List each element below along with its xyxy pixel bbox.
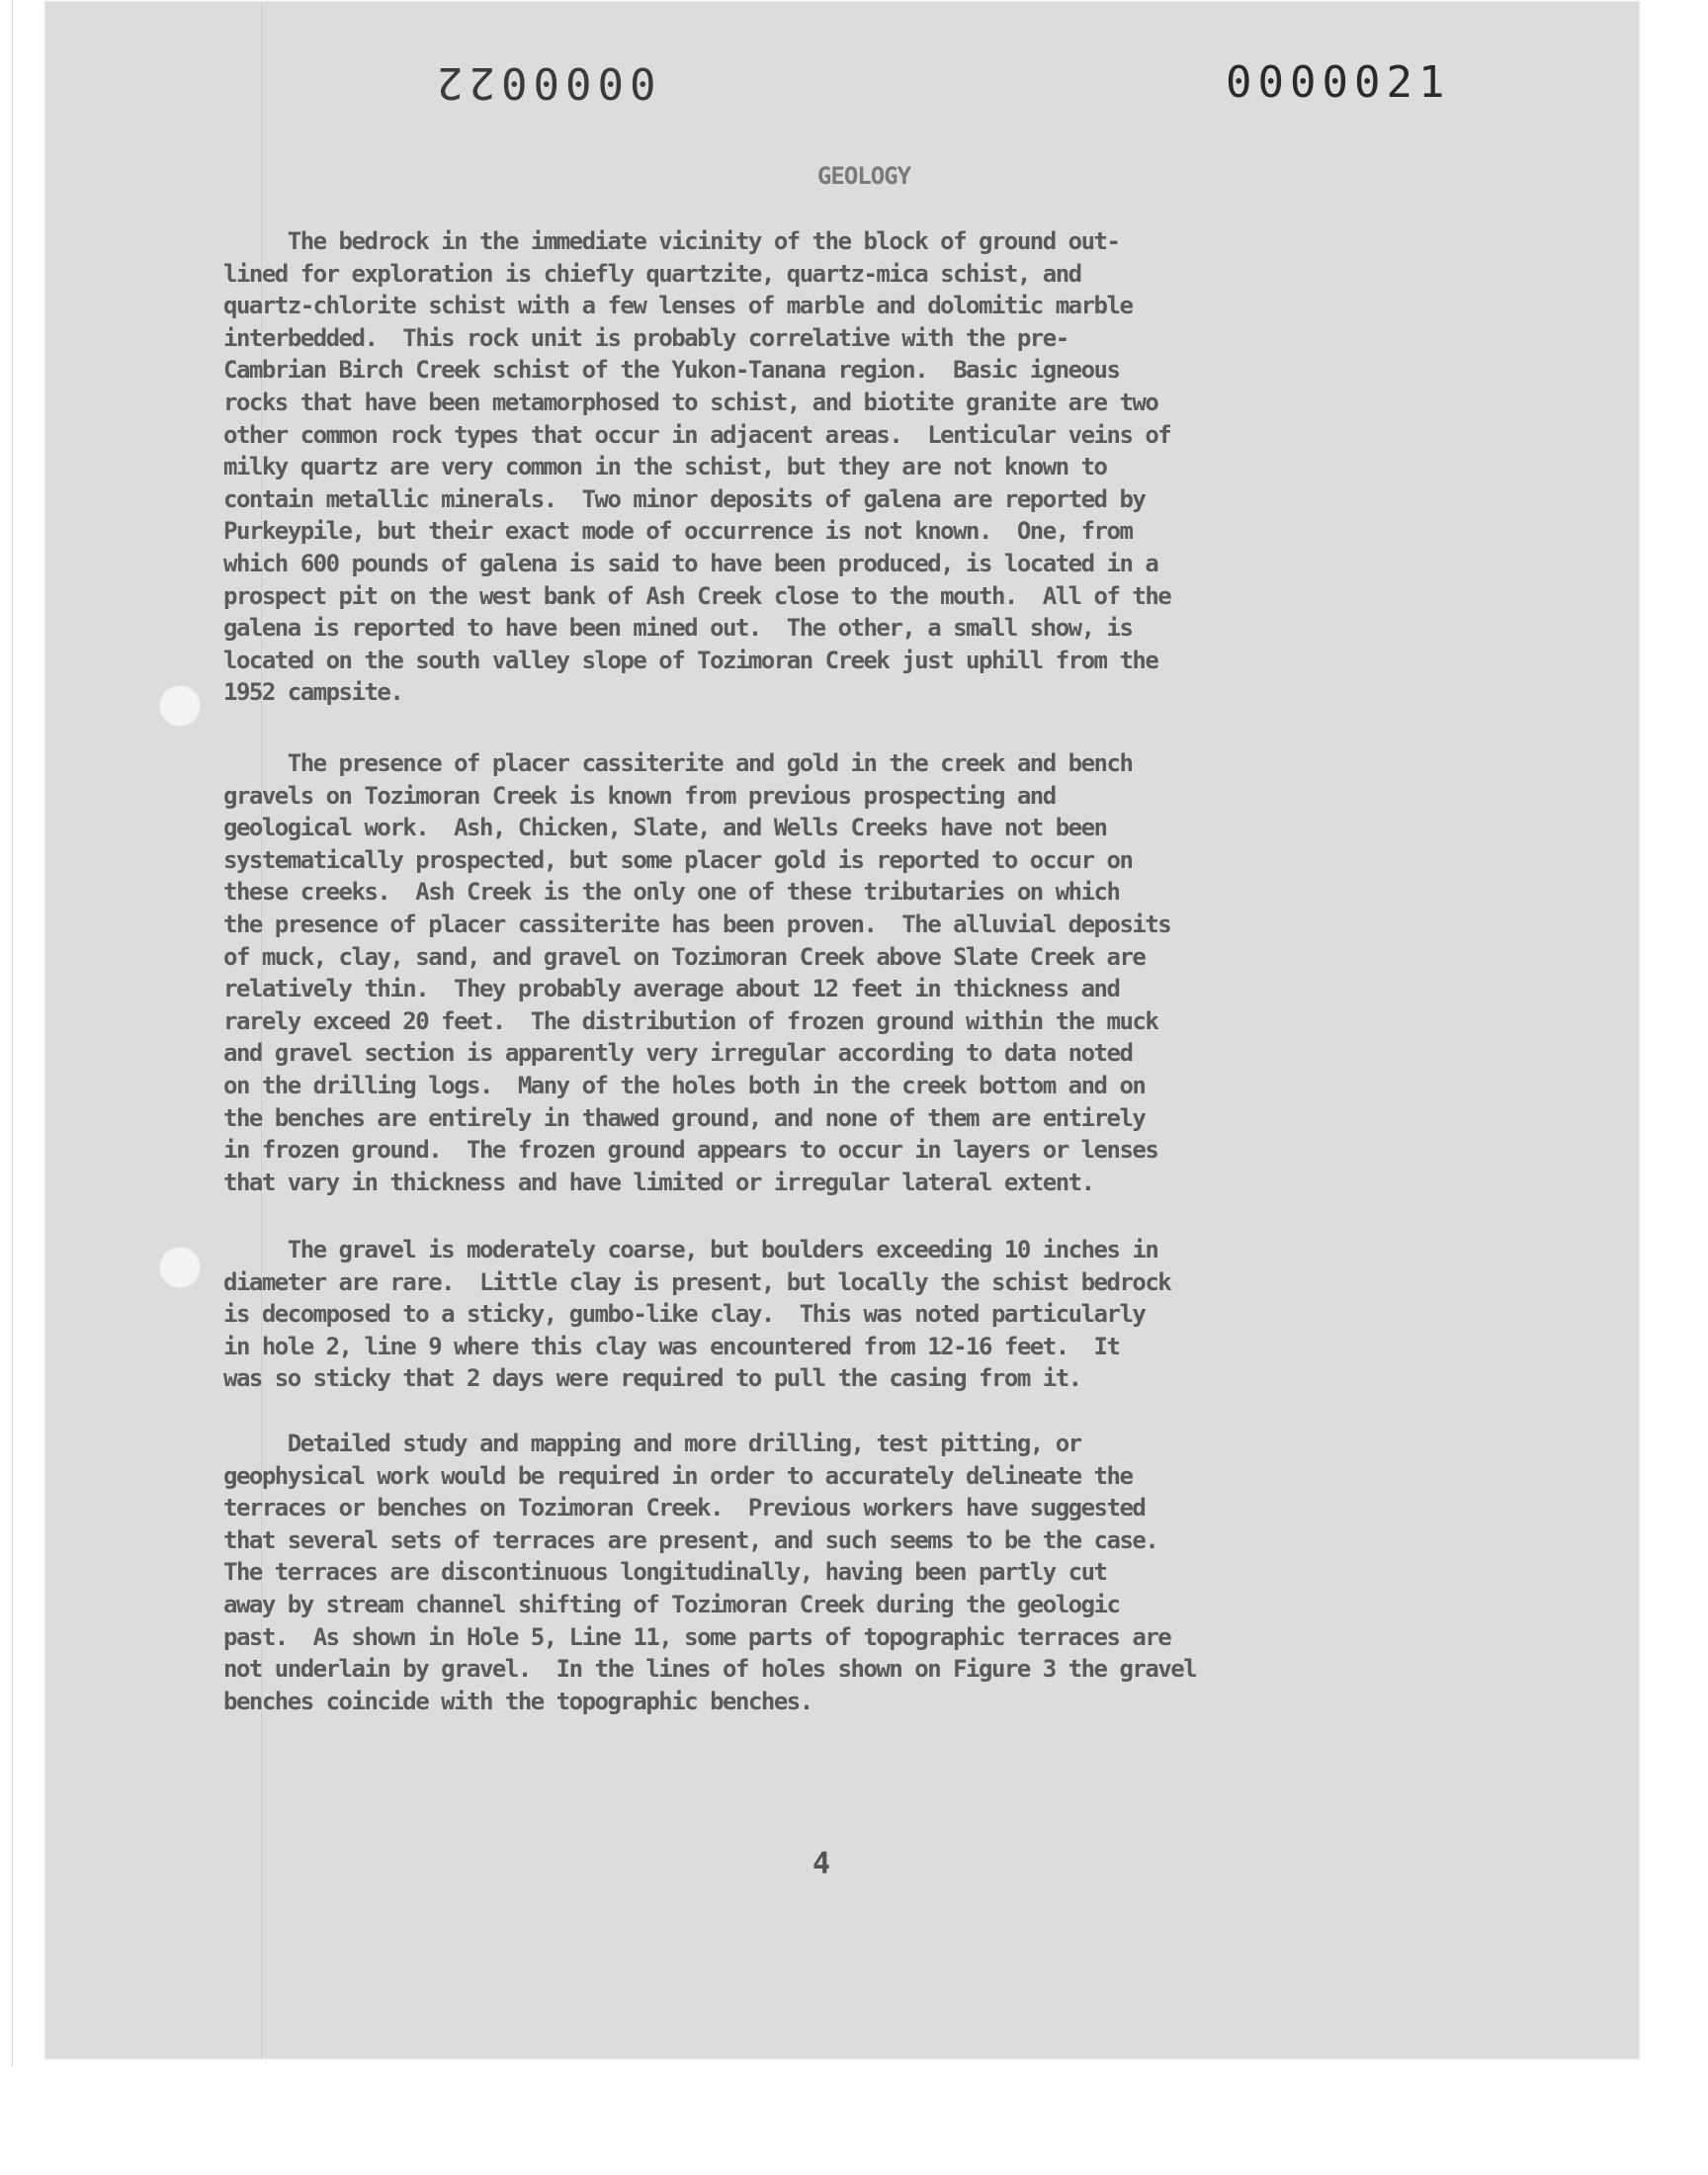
paragraph-terraces: Detailed study and mapping and more drilling, test pitting, or geophysical work would be required in order to accurately delineate the terraces or benches on Tozimoran Creek. Previous workers have suggested that several sets of terraces are present, and such seems to be the case. The terraces are discontinuous longitudinally, having been partly cut away by stream channel shifting of Tozimoran Creek during the geologic past. As shown in Hole 5, Line 11, some parts of topographic terraces are not underlain by gravel. In the lines of holes shown on Figure 3 the gravel benches coincide with the topographic benches. [223,1430,1197,1715]
section-heading: GEOLOGY [816,162,911,190]
paragraph-gravel: The gravel is moderately coarse, but boulders exceeding 10 inches in diameter are rare. Little clay is present, but locally the schist bedrock is decomposed to a sticky, gumbo-like clay. This was noted particularly in hole 2, line 9 where this clay was encountered from 12-16 feet. It was so sticky that 2 days were required to pull the casing from it. [223,1236,1171,1393]
punch-hole-bottom [158,1246,202,1289]
document-number: 0000021 [1226,57,1451,108]
paragraph-placer-deposits: The presence of placer cassiterite and gold in the creek and bench gravels on Tozimoran Creek is known from previous prospecting and geological work. Ash, Chicken, Slate, and Wells Creeks have not been systematically prospected, but some placer gold is reported to occur on these creeks. Ash Creek is the only one of these tributaries on which the presence of placer cassiterite has been proven. The alluvial deposits of muck, clay, sand, and gravel on Tozimoran Creek above Slate Creek are relatively thin. They probably average about 12 feet in thickness and rarely exceed 20 feet. The distribution of frozen ground within the muck and gravel section is apparently very irregular according to data noted on the drilling logs. Many of the holes both in the creek bottom and on the benches are entirely in thawed ground, and none of them are entirely in frozen ground. The frozen ground appears to occur in layers or lenses that vary in thickness and have limited or irregular lateral extent. [223,749,1171,1196]
page-edge-line [12,0,13,2066]
document-number-inverted: 0000022 [431,57,656,108]
page-number: 4 [812,1847,831,1881]
punch-hole-top [158,684,202,728]
paragraph-bedrock: The bedrock in the immediate vicinity of the block of ground out- lined for exploration is chiefly quartzite, quartz-mica schist, and quartz-chlorite schist with a few lenses of marble and dolomitic marble interbedded. This rock unit is probably correlative with the pre- Cambrian Birch Creek schist of the Yukon-Tanana region. Basic igneous rocks that have been metamorphosed to schist, and biotite granite are two other common rock types that occur in adjacent areas. Lenticular veins of milky quartz are very common in the schist, but they are not known to contain metallic minerals. Two minor deposits of galena are reported by Purkeypile, but their exact mode of occurrence is not known. One, from which 600 pounds of galena is said to have been produced, is located in a prospect pit on the west bank of Ash Creek close to the mouth. All of the galena is reported to have been mined out. The other, a small show, is located on the south valley slope of Tozimoran Creek just uphill from the 1952 campsite. [223,227,1171,707]
